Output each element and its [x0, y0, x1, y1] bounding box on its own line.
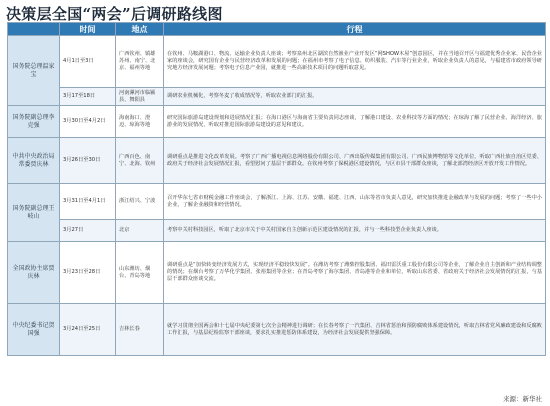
place-cell: 北京 [116, 220, 164, 242]
time-cell: 3月26日至30日 [60, 138, 116, 184]
itinerary-cell: 研究国际旅游岛建设规划和进展情况汇报；在海口港区与海南省主要负责同志座谈，了解港口建设、农业科技等方面的情况；在琼海了解了民营企业、海洋经济、旅游业的发展情况，听取对推进国际旅游岛建设的意见和建议。 [164, 106, 546, 138]
header-person [8, 23, 60, 36]
person-cell: 中央纪委书记贺国强 [8, 304, 60, 356]
person-cell: 国务院总理温家宝 [8, 36, 60, 106]
place-cell: 海南海口、澄迈、琼海等地 [116, 106, 164, 138]
header-itinerary: 行程 [164, 23, 546, 36]
table-row [8, 36, 546, 88]
place-cell: 河南漯河市临颍县、舞阳县 [116, 88, 164, 106]
time-cell: 3月27日 [60, 220, 116, 242]
table-header-row [8, 23, 546, 36]
time-cell: 3月30日至4月2日 [60, 106, 116, 138]
itinerary-cell: 调研重点是推进文化改革发展。考察了广西广播电视信息网络股份有限公司、广西出版传媒集团有限公司、广西民族博物馆等文化单位，听取广西壮族自治区党委、政府关于经济社会发展情况汇报，看望慰问了基层干部群众。在钦州考察了保税港区建设情况，与区市县干部群众座谈，了解北部湾经济区开放开发工作情况。 [164, 138, 546, 184]
itinerary-cell: 在钦州、马鞍湖港口、物流、运输企业负责人座谈；考察泉州北区湖滨自然渔业产业开发区“网SHOW木屋”创意园区，并在当地召开区与福建优秀企业家、民营企业家的座谈会，研究国有企业与民营经济改革和发展的问题；在福州市考察了电子信息、纺织服装、汽车等行业企业，听取企业负责人的意见，与福建省市政府领导研究地方经济发展问题；考察电子信息产业园，就推进一些高新技术项目的问题听取意见。 [164, 36, 546, 88]
time-cell: 3月17至18日 [60, 88, 116, 106]
itinerary-cell: 调研重点是“加快转变经济发展方式，实现经济平稳较快发展”。在潍坊考察了潍柴控股集团、福田雷沃重工股份有限公司等企业，了解企业自主创新和产业结构调整的情况；在烟台考察了万华化学集团、张裕集团等企业；在青岛考察了海尔集团、青岛港等企业和单位，听取山东省委、省政府关于经济社会发展情况的汇报，与基层干部群众座谈交流。 [164, 242, 546, 304]
table-row [8, 220, 546, 242]
page-title: 决策层全国“两会”后调研路线图 [6, 5, 223, 23]
place-cell: 广西钦州、镇雄苏州、南宁、北京、福州等地 [116, 36, 164, 88]
table-row [8, 106, 546, 138]
place-cell: 吉林长春 [116, 304, 164, 356]
table-row [8, 184, 546, 220]
person-cell: 国务院副总理李克强 [8, 106, 60, 138]
person-cell: 国务院副总理王岐山 [8, 184, 60, 242]
place-cell: 广西百色、南宁、北海、钦州 [116, 138, 164, 184]
person-cell: 全国政协主席贾庆林 [8, 242, 60, 304]
itinerary-cell: 考察中关村科技园区，听取了北京市关于中关村国家自主创新示范区建设情况的汇报，并与一些科技型企业负责人座谈。 [164, 220, 546, 242]
place-cell: 浙江绍兴、宁波 [116, 184, 164, 220]
time-cell: 3月24日至25日 [60, 304, 116, 356]
table-row [8, 138, 546, 184]
time-cell: 4月1日至3日 [60, 36, 116, 88]
header-time: 时间 [60, 23, 116, 36]
itinerary-cell: 调研农业机械化，考察冬麦了收成情况等，听取农业部门的汇报。 [164, 88, 546, 106]
table-row [8, 304, 546, 356]
itinerary-cell: 就学习贯彻全国两会和十七届中央纪委第七次全会精神进行调研；在长春考察了一汽集团、吉林省惩治和预防腐败体系建设情况，听取吉林省党风廉政建设和反腐败工作汇报，与基层纪检监察干部座谈，要求扎实推进惩防体系建设，为经济社会发展提供坚强保障。 [164, 304, 546, 356]
time-cell: 3月31日至4月1日 [60, 184, 116, 220]
itinerary-table [7, 22, 546, 356]
person-cell: 中共中央政治局常委贾庆林 [8, 138, 60, 184]
header-place: 地点 [116, 23, 164, 36]
time-cell: 3月23日至28日 [60, 242, 116, 304]
table-row [8, 88, 546, 106]
place-cell: 山东潍坊、烟台、青岛等地 [116, 242, 164, 304]
source-credit: 来源：新华社 [503, 395, 542, 403]
table-row [8, 242, 546, 304]
itinerary-cell: 召开华东七省市财税金融工作座谈会，了解浙江、上海、江苏、安徽、福建、江西、山东等省市负责人意见，研究加快推进金融改革与发展的问题；考察了一些中小企业，了解企业融资和经营情况。 [164, 184, 546, 220]
